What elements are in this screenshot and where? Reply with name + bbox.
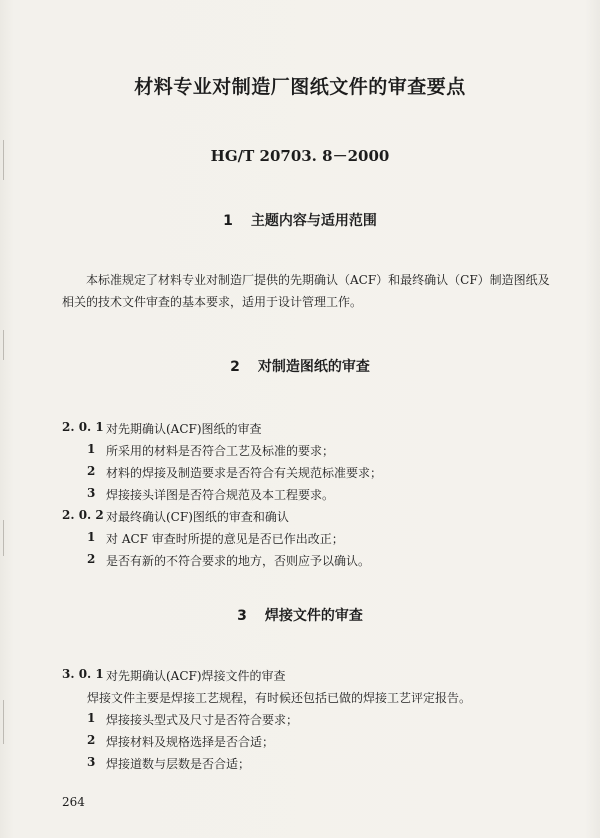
section-2-heading [0,356,600,376]
section-1-paragraph-line-2: 相关的技术文件审查的基本要求，适用于设计管理工作。 [62,295,363,309]
clause-3-0-1-item-3-text: 焊接道数与层数是否合适； [106,757,251,771]
section-1-heading [0,210,600,230]
clause-2-0-1-item-1-text: 所采用的材料是否符合工艺及标准的要求； [106,444,335,458]
section-2-title: 对制造图纸的审查 [257,359,370,375]
clause-3-0-1-item-1-text: 焊接接头型式及尺寸是否符合要求； [106,713,299,727]
clause-3-0-1-item-3-number: 3 [87,755,96,769]
clause-3-0-1-number: 3. 0. 1 [62,667,104,681]
clause-2-0-1-item-2-number: 2 [87,464,96,478]
document-title: 材料专业对制造厂图纸文件的审查要点 [134,76,466,98]
clause-2-0-2-item-1-text: 对 ACF 审查时所提的意见是否已作出改正； [106,532,344,546]
clause-3-0-1-text: 对先期确认(ACF)焊接文件的审查 [106,669,286,683]
clause-3-0-1-item-1-number: 1 [87,711,96,725]
section-3-heading [0,605,600,625]
clause-3-0-1-intro: 焊接文件主要是焊接工艺规程，有时候还包括已做的焊接工艺评定报告。 [87,691,472,705]
standard-number: HG/T 20703. 8－2000 [210,147,390,165]
clause-2-0-1-item-1-number: 1 [87,442,96,456]
clause-2-0-2-item-2-text: 是否有新的不符合要求的地方，否则应予以确认。 [106,554,371,568]
clause-2-0-1-text: 对先期确认(ACF)图纸的审查 [106,422,262,436]
clause-3-0-1-item-2-number: 2 [87,733,96,747]
clause-2-0-1-item-3-number: 3 [87,486,96,500]
section-1-paragraph-line-1: 本标准规定了材料专业对制造厂提供的先期确认（ACF）和最终确认（CF）制造图纸及 [86,273,550,287]
scan-edge-mark [3,520,4,556]
section-2-number: 2 [230,359,240,375]
scan-edge-mark [3,700,4,744]
clause-2-0-2-text: 对最终确认(CF)图纸的审查和确认 [106,510,289,524]
clause-2-0-2-item-2-number: 2 [87,552,96,566]
section-1-number: 1 [223,213,233,229]
section-3-title: 焊接文件的审查 [264,608,363,624]
clause-2-0-2-item-1-number: 1 [87,530,96,544]
clause-3-0-1-item-2-text: 焊接材料及规格选择是否合适； [106,735,275,749]
section-3-number: 3 [237,608,247,624]
page-number: 264 [62,795,85,809]
clause-2-0-2-number: 2. 0. 2 [62,508,104,522]
clause-2-0-1-item-2-text: 材料的焊接及制造要求是否符合有关规范标准要求； [106,466,383,480]
clause-2-0-1-item-3-text: 焊接接头详图是否符合规范及本工程要求。 [106,488,335,502]
clause-2-0-1-number: 2. 0. 1 [62,420,104,434]
section-1-title: 主题内容与适用范围 [250,213,377,229]
